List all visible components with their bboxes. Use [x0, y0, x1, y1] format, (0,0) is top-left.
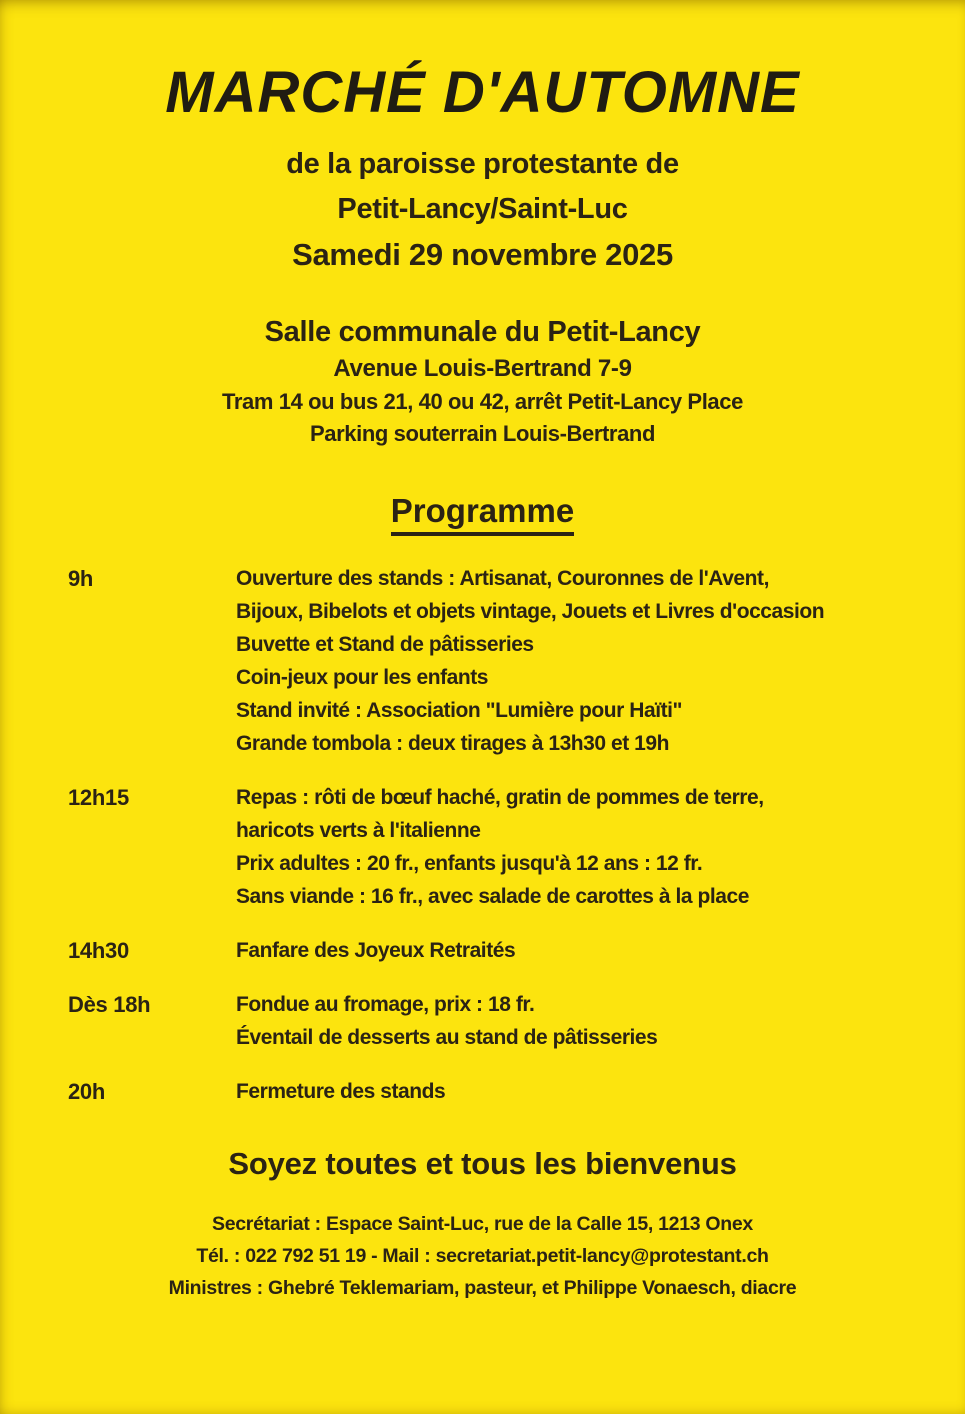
programme-line: Fanfare des Joyeux Retraités	[236, 939, 516, 962]
subtitle-line-2: Petit-Lancy/Saint-Luc	[337, 193, 628, 225]
programme-row	[0, 988, 965, 1054]
programme-line: Bijoux, Bibelots et objets vintage, Jouets et Livres d'occasion	[236, 600, 825, 623]
programme-line: Coin-jeux pour les enfants	[236, 666, 488, 689]
programme-line: Buvette et Stand de pâtisseries	[236, 633, 534, 656]
page-title: MARCHÉ D'AUTOMNE	[165, 60, 800, 125]
programme-line: Fondue au fromage, prix : 18 fr.	[236, 993, 535, 1016]
programme-time: 14h30	[68, 938, 129, 963]
programme-line: Éventail de desserts au stand de pâtisseries	[236, 1026, 658, 1049]
programme-line: Sans viande : 16 fr., avec salade de carottes à la place	[236, 885, 749, 908]
programme-lines	[236, 934, 965, 967]
programme-time: 9h	[68, 566, 94, 591]
venue-address: Avenue Louis-Bertrand 7-9	[333, 355, 632, 382]
programme-lines	[236, 988, 965, 1054]
ministers-names: Ministres : Ghebré Teklemariam, pasteur, et Philippe Vonaesch, diacre	[168, 1277, 797, 1299]
footer-block	[0, 1208, 965, 1304]
programme-schedule	[0, 562, 965, 1108]
programme-time: Dès 18h	[68, 992, 151, 1017]
venue-name: Salle communale du Petit-Lancy	[264, 316, 701, 348]
programme-line: Repas : rôti de bœuf haché, gratin de pommes de terre,	[236, 786, 764, 809]
venue-block	[0, 312, 965, 450]
programme-row	[0, 781, 965, 913]
programme-row	[0, 934, 965, 967]
secretariat-address: Secrétariat : Espace Saint-Luc, rue de la Calle 15, 1213 Onex	[212, 1213, 753, 1235]
programme-line: Grande tombola : deux tirages à 13h30 et 19h	[236, 732, 670, 755]
programme-line: Stand invité : Association "Lumière pour Haïti"	[236, 699, 683, 722]
programme-line: Fermeture des stands	[236, 1080, 446, 1103]
programme-heading: Programme	[391, 492, 574, 536]
programme-time: 12h15	[68, 785, 129, 810]
programme-time: 20h	[68, 1079, 106, 1104]
programme-line: Prix adultes : 20 fr., enfants jusqu'à 12 ans : 12 fr.	[236, 852, 703, 875]
contact-phone-email: Tél. : 022 792 51 19 - Mail : secretariat.petit-lancy@protestant.ch	[196, 1245, 769, 1267]
event-date: Samedi 29 novembre 2025	[292, 237, 673, 272]
programme-section	[0, 492, 965, 536]
programme-line: haricots verts à l'italienne	[236, 819, 481, 842]
programme-lines	[236, 1075, 965, 1108]
subtitle-line-1: de la paroisse protestante de	[286, 148, 679, 180]
programme-row	[0, 1075, 965, 1108]
venue-transport-info: Tram 14 ou bus 21, 40 ou 42, arrêt Petit-Lancy Place	[222, 389, 743, 414]
programme-lines	[236, 781, 965, 913]
programme-line: Ouverture des stands : Artisanat, Couronnes de l'Avent,	[236, 567, 769, 590]
programme-lines	[236, 562, 965, 760]
programme-row	[0, 562, 965, 760]
venue-parking-info: Parking souterrain Louis-Bertrand	[310, 421, 655, 446]
welcome-message: Soyez toutes et tous les bienvenus	[228, 1146, 737, 1181]
